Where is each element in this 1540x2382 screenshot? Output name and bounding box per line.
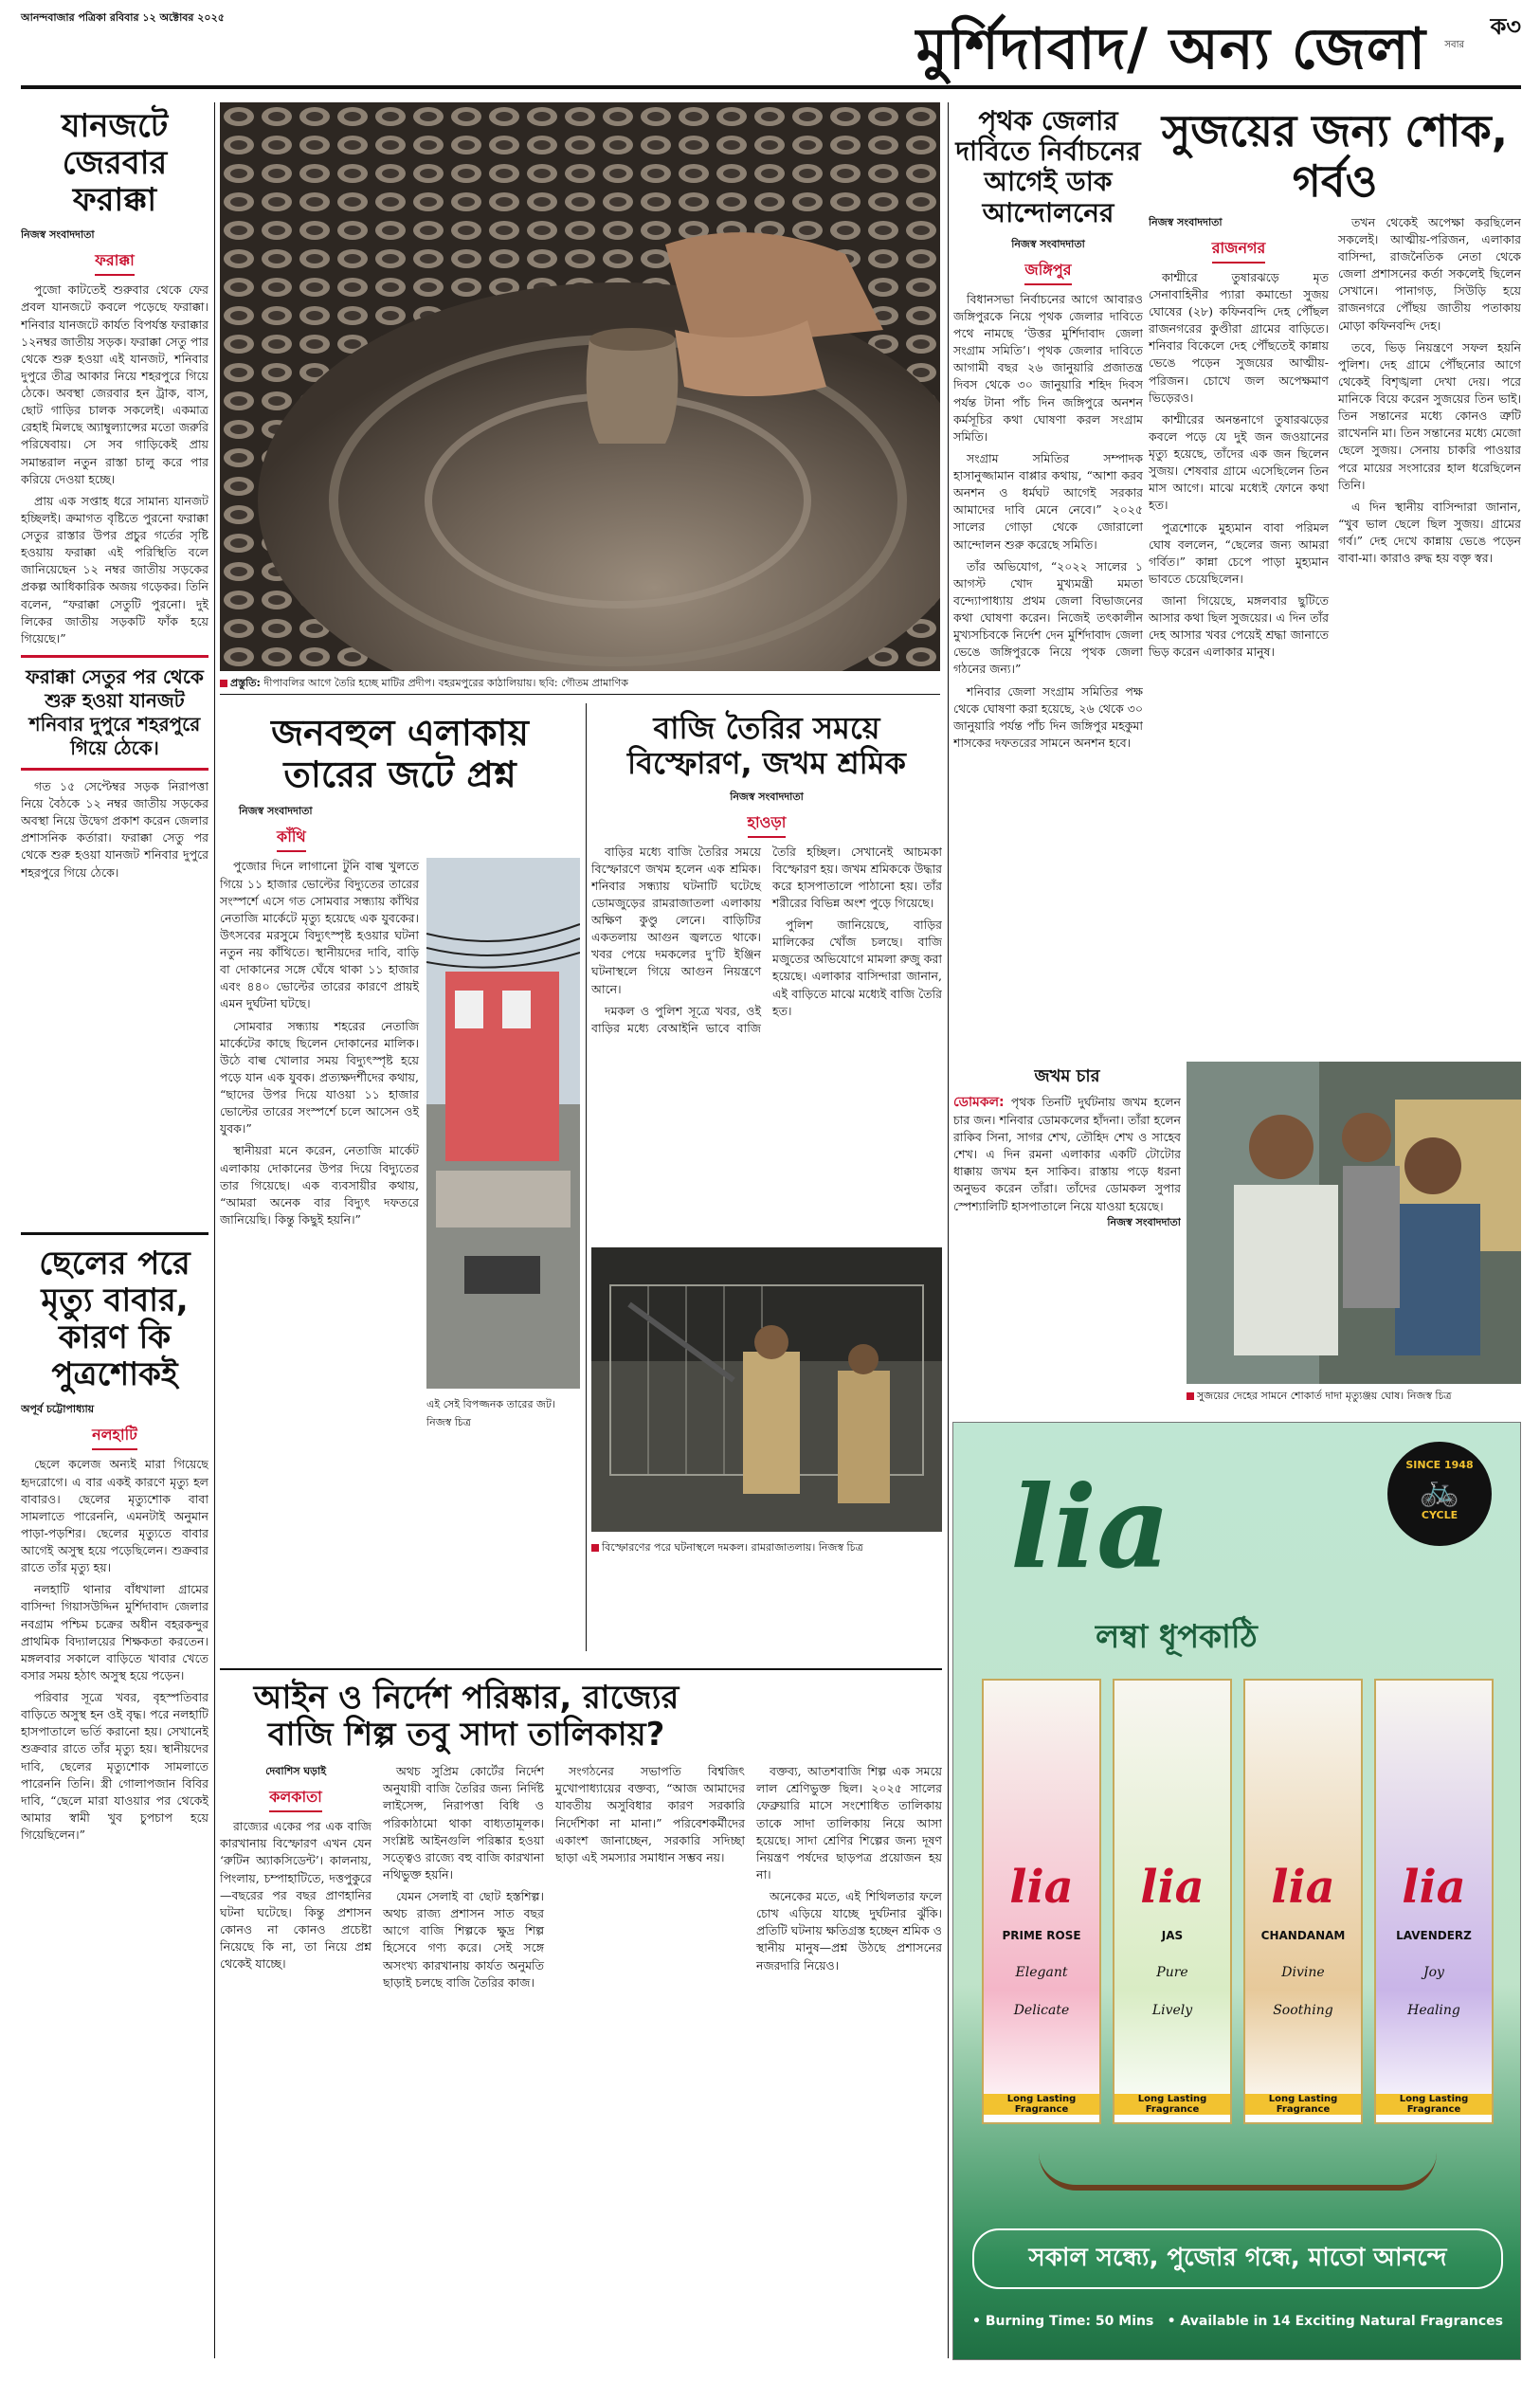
ad-pack <box>1243 1679 1363 2124</box>
story-sujay-paragraph: জানা গিয়েছে, মঙ্গলবার ছুটিতে আসার কথা ছিল সুজয়ের। এ দিন তাঁর দেহ আসার খবর পেয়েই শ্রদ্ধা জানাতে ভিড় করেন এলাকার মানুষ। <box>1149 593 1329 660</box>
story-sujay-paragraph: পুত্রশোকে মুহ্যমান বাবা পরিমল ঘোষ বললেন, “ছেলের জন্য আমরা গর্বিত।” কান্না চেপে পাড়া মুহ্যমান ভাবতে চেয়েছিলেন। <box>1149 519 1329 586</box>
ad-pack <box>1113 1679 1232 2124</box>
pack-line2: Lively <box>1151 2003 1193 2018</box>
story-injury-kicker: জখম চার <box>1034 1066 1100 1086</box>
story-district-headline: পৃথক জেলার দাবিতে নির্বাচনের আগেই ডাক আন্দোলনের <box>955 105 1141 228</box>
story-injury-place: ডোমকল: <box>953 1094 1005 1110</box>
badge-since: SINCE 1948 <box>1405 1459 1474 1471</box>
story-wires-headline: জনবহুল এলাকায় তারের জটে প্রশ্ন <box>271 712 529 795</box>
story-blast-byline: নিজস্ব সংবাদদাতা <box>730 790 804 803</box>
story-blast-paragraph: বাড়ির মধ্যে বাজি তৈরির সময়ে বিস্ফোরণে জখম হলেন এক শ্রমিক। শনিবার সন্ধ্যায় ঘটনাটি ঘটেছে ডোমজুড়ের রামরাজাতলা এলাকায় অক্ষিণ কুণ্ডু লেনে। বাড়িটির একতলায় আগুন জ্বলতে থাকে। খবর পেয়ে দমকলের দু’টি ইঞ্জিন ঘটনাস্থলে গিয়ে আগুন নিয়ন্ত্রণে আনে। <box>591 844 761 996</box>
story-son-paragraph: নলহাটি থানার বাঁধখালা গ্রামের বাসিন্দা গিয়াসউদ্দিন মুর্শিদাবাদ জেলার নবগ্রাম পশ্চিম চক্রের অধীন বহরকন্দুর প্রাথমিক বিদ্যালয়ের শিক্ষকতা করতেন। মঙ্গলবার সকালে বাড়িতে খাবার খেতে বসার সময় হঠাৎ অসুস্থ হয়ে পড়েন। <box>21 1582 208 1682</box>
story-sujay-paragraph: এ দিন স্থানীয় বাসিন্দারা জানান, “খুব ভাল ছেলে ছিল সুজয়। গ্রামের গর্ব।” দেহ দেখে কান্নায় ভেঙে পড়েন বাবা-মা। কারাও রুদ্ধ হয় বক্তৃ স্বর। <box>1338 499 1521 566</box>
fireworks-rule <box>220 1668 942 1670</box>
caption-marker <box>1187 1392 1194 1400</box>
blast-photo-caption-text: বিস্ফোরণের পরে ঘটনাস্থলে দমকল। রামরাজাতলায়। নিজস্ব চিত্র <box>602 1540 863 1554</box>
paper-date-line: আনন্দবাজার পত্রিকা রবিবার ১২ অক্টোবর ২০২৫ <box>21 11 225 24</box>
story-sujay-paragraph: কাশ্মীরের অনন্তনাগে তুষারঝড়ের কবলে পড়ে যে দুই জন জওয়ানের মৃত্যু হয়েছে, তাঁদের এক জন ছিলেন সুজয়। শেষবার গ্রামে এসেছিলেন তিন মাস আগে। মাঝে মধ্যেই ফোনে কথা হত। <box>1149 411 1329 513</box>
story-fireworks-paragraph: অনেকের মতে, এই শিথিলতার ফলে চোখ এড়িয়ে যাচ্ছে দুর্ঘটনার ঝুঁকি। প্রতিটি ঘটনায় ক্ষতিগ্রস্ত হচ্ছেন শ্রমিক ও স্থানীয় মানুষ—প্রশ্ন উঠছে প্রশাসনের নজরদারি নিয়েও। <box>756 1889 942 1973</box>
story-fireworks-paragraph: অথচ সুপ্রিম কোর্টের নির্দেশ অনুযায়ী বাজি তৈরির জন্য নির্দিষ্ট লাইসেন্স, নিরাপত্তা বিধি ও পরিকাঠামো থাকা বাধ্যতামূলক। সংশ্লিষ্ট আইনগুলি পরিষ্কার হওয়া সত্ত্বেও রাজ্যে বহু বাজি কারখানা নথিভুক্ত হয়নি। <box>383 1764 544 1882</box>
story-fireworks <box>220 1676 942 2358</box>
story-wires-byline: নিজস্ব সংবাদদাতা <box>239 805 313 818</box>
story-jam-place: ফরাক্কা <box>95 248 135 276</box>
story-blast-paragraph: পুলিশ জানিয়েছে, বাড়ির মালিকের খোঁজ চলছে। বাজি মজুতের অভিযোগে মামলা রুজু করা হয়েছে। এলাকার বাসিন্দারা জানান, এই বাড়িতে মাঝে মধ্যেই বাজি তৈরি হত। <box>772 918 942 1018</box>
mourning-photo-wrap <box>1187 1062 1521 1412</box>
cycle-badge <box>1387 1442 1492 1546</box>
story-district-paragraph: তাঁর অভিযোগ, “২০২২ সালের ১ আগস্ট খোদ মুখ্যমন্ত্রী মমতা বন্দ্যোপাধ্যায় প্রথম জেলা বিভাজনের কথা ঘোষণা করেন। নিজেই তৎকালীন মুখ্যসচিবকে নির্দেশ দেন মুর্শিদাবাদ জেলা ভেঙে জঙ্গিপুরকে নিয়ে পৃথক জেলা গঠনের জন্য।” <box>953 558 1143 677</box>
story-wires-paragraph: সোমবার সন্ধ্যায় শহরের নেতাজি মার্কেটের কাছে ছিলেন দোকানের মালিক। উঠে বাল্ব খোলার সময় বিদ্যুৎস্পৃষ্ট হয়ে পড়ে যান এক যুবক। প্রত্যক্ষদর্শীদের কথায়, “ছাদের উপর দিয়ে যাওয়া ১১ হাজার ভোল্টের তারের সংস্পর্শে চলে আসেন ওই যুবক।” <box>220 1018 419 1136</box>
wires-photo <box>426 858 580 1389</box>
story-fireworks-paragraph: সংগঠনের সভাপতি বিশ্বজিৎ মুখোপাধ্যায়ের বক্তব্য, “আজ আমাদের যাবতীয় অসুবিধার কারণ সরকারি নির্দেশিকা না মানা।” পরিবেশকর্মীদের একাংশ জানাচ্ছেন, সরকারি সদিচ্ছা ছাড়া এই সমস্যার সমাধান সম্ভব নয়। <box>555 1764 745 1864</box>
story-jam-body <box>21 282 208 881</box>
ad-burning-time: • Burning Time: 50 Mins <box>972 2314 1154 2329</box>
pottery-photo <box>220 102 940 671</box>
story-sujay-paragraph: তখন থেকেই অপেক্ষা করছিলেন সকলেই। আত্মীয়-পরিজন, এলাকার বাসিন্দা, রাজনৈতিক নেতা থেকে জেলা প্রশাসনের কর্তা সকলেই ছিলেন সেখানে। পানাগড়, সিউড়ি হয়ে রাজনগরে পৌঁছয় জাতীয় পতাকায় মোড়া কফিনবন্দি দেহ। <box>1338 214 1521 333</box>
pack-name: LAVENDERZ <box>1396 1929 1472 1942</box>
ad-pack <box>982 1679 1101 2124</box>
pack-brand: lia <box>1140 1861 1205 1914</box>
ad-fragrances-text: Available in 14 Exciting Natural Fragrances <box>1180 2314 1503 2329</box>
story-fireworks-place: কলকাতা <box>269 1785 322 1812</box>
story-jam-byline: নিজস্ব সংবাদদাতা <box>21 228 95 242</box>
pack-line1: Pure <box>1156 1965 1188 1980</box>
ad-pack <box>1374 1679 1494 2124</box>
story-jam-paragraph: পুজো কাটতেই শুরুবার থেকে ফের প্রবল যানজটে কবলে পড়েছে ফরাক্কা। শনিবার যানজটে কার্যত বিপর্যস্ত ফরাক্কার ১২নম্বর জাতীয় সড়ক। ফরাক্কা সেতু পার থেকে শুরু হওয়া এই যানজট, শনিবার দুপুরে তীব্র আকার নিয়ে শহরপুরে গিয়ে ঠেকে। অবস্থা জেরবার হন ট্রাক, বাস, ছোট গাড়ির চালক সকলেই। একমাত্র রেহাই মিলছে অ্যাম্বুল্যান্সের মতো জরুরি পরিষেবায়। সে সব গাড়িকেই প্রায় সমান্তরাল নতুন রাস্তা চালু করে পার করিয়ে দেওয়া হচ্ছে। <box>21 282 208 486</box>
pottery-caption-label: প্রস্তুতি: <box>230 677 261 689</box>
story-blast <box>591 703 942 1651</box>
story-wires-paragraph: পুজোর দিনে লাগানো টুনি বাল্ব খুলতে গিয়ে ১১ হাজার ভোল্টের বিদ্যুতের তারের সংস্পর্শে এসে গত সোমবার সন্ধ্যায় কাঁথির নেতাজি মার্কেটে মৃত্যু হয়েছে এক যুবকের। উৎসবের মরসুমে বিদ্যুৎস্পৃষ্ট হওয়ার ঘটনা নতুন নয় কাঁথিতে। স্থানীয়দের দাবি, বাড়ি বা দোকানের সঙ্গে ঘেঁষে থাকা ১১ হাজার এবং ৪৪০ ভোল্টের তারের কারণে প্রায়ই এমন দুর্ঘটনা ঘটছে। <box>220 859 419 1011</box>
pack-line1: Joy <box>1423 1965 1444 1980</box>
pack-brand: lia <box>1009 1861 1074 1914</box>
column-rule <box>948 102 949 2358</box>
pack-line2: Healing <box>1407 2003 1460 2018</box>
ad-burning-time-text: Burning Time: 50 Mins <box>985 2314 1154 2329</box>
story-son <box>21 1242 208 2360</box>
story-district-paragraph: সংগ্রাম সমিতির সম্পাদক হাসানুজ্জামান বাপ্পার কথায়, “আশা করব অনশন ও ধর্মঘট আগেই সরকার আমাদের দাবি মেনে নেবে।” ২০২৫ সালের গোড়া থেকে জোরালো আন্দোলন শুরু করেছে সমিতি। <box>953 450 1143 552</box>
story-blast-headline: বাজি তৈরির সময়ে বিস্ফোরণ, জখম শ্রমিক <box>627 710 906 781</box>
story-fireworks-paragraph: যেমন সেলাই বা ছোট হস্তশিল্প। অথচ রাজ্য প্রশাসন সাত বছর আগে বাজি শিল্পকে ক্ষুদ্র শিল্প হিসেবে গণ্য করে। সেই সঙ্গে অসংখ্য কারখানায় কার্যত অনুমতি ছাড়াই চলছে বাজি তৈরির কাজ। <box>383 1889 544 1990</box>
story-injury-text: পৃথক তিনটি দুর্ঘটনায় জখম হলেন চার জন। শনিবার ডোমকলের হাঁদনা। তাঁরা হলেন রাকিব সিনা, সাগর শেখ, তৌহিদ শেখ ও সাহেব শেখ। এ দিন রমনা এলাকার একটি টোটোর ধাক্কায় জখম হন সাকিব। রাস্তায় পড়ে ধরনা অনুভব করেন তাঁরা। তাঁদের ডোমকল সুপার স্পেশ্যালিটি হাসপাতালে নিয়ে যাওয়া হয়েছে। <box>953 1094 1181 1213</box>
story-jam-paragraph: প্রায় এক সপ্তাহ ধরে সামান্য যানজট হচ্ছিলই। ক্রমাগত বৃষ্টিতে পুরনো ফরাক্কা সেতুর রাস্তার উপর প্রচুর গর্তের সৃষ্টি হওয়ায় ফরাক্কা এই পরিস্থিতি বলে জানিয়েছেন ১২ নম্বর জাতীয় সড়কের প্রকল্প আধিকারিক অজয় গড়েকর। তিনি বলেন, “ফরাক্কা সেতুটি পুরনো। দুই লিকের জাতীয় সড়কটি ফাঁক হয়ে গিয়েছে।” <box>21 493 208 646</box>
story-jam-headline: যানজটে জেরবার ফরাক্কা <box>61 107 169 220</box>
incense-stick <box>1039 2153 1437 2191</box>
story-jam-paragraph: গত ১৫ সেপ্টেম্বর সড়ক নিরাপত্তা নিয়ে বৈঠকে ১২ নম্বর জাতীয় সড়কের অবস্থা নিয়ে উদ্বেগ প্রকাশ করেন জেলার প্রশাসনিক কর্তারা। ফরাক্কা সেতু পর থেকে শুরু হওয়া যানজট শনিবার দুপুরে শহরপুরে গিয়ে ঠেকে। <box>21 778 208 880</box>
pottery-rule <box>220 694 940 695</box>
column-rule <box>586 703 587 1651</box>
column-rule <box>214 102 215 2358</box>
pack-name: JAS <box>1161 1929 1184 1942</box>
left-divider <box>21 1232 208 1235</box>
story-wires-paragraph: স্থানীয়রা মনে করেন, নেতাজি মার্কেট এলাকায় দোকানের উপর দিয়ে বিদ্যুতের তার গিয়েছে। এক ব্যবসায়ীর কথায়, “আমরা অনেক বার বিদ্যুৎ দফতরে জানিয়েছি। কিন্তু কিছুই হয়নি।” <box>220 1143 419 1227</box>
story-son-headline: ছেলের পরে মৃত্যু বাবার, কারণ কি পুত্রশোকই <box>39 1245 190 1394</box>
story-injury-credit: নিজস্ব সংবাদদাতা <box>1107 1215 1181 1228</box>
story-fireworks-byline: দেবাশিস ঘড়াই <box>265 1765 326 1778</box>
caption-marker <box>220 680 227 687</box>
mourning-caption <box>1187 1388 1521 1406</box>
mourning-photo <box>1187 1062 1521 1384</box>
wires-photo-caption: এই সেই বিপজ্জনক তারের জট। নিজস্ব চিত্র <box>426 1398 555 1429</box>
story-wires-place: কাঁথি <box>277 825 306 852</box>
story-sujay <box>1149 102 1521 1050</box>
story-injury-brief <box>953 1062 1181 1403</box>
pack-name: PRIME ROSE <box>1002 1929 1081 1942</box>
badge-cycle: CYCLE <box>1421 1509 1458 1521</box>
pack-strip: Long Lasting Fragrance <box>984 2094 1099 2115</box>
pack-line2: Delicate <box>1013 2003 1070 2018</box>
story-sujay-place: রাজনগর <box>1212 236 1266 264</box>
story-blast-place: হাওড়া <box>748 810 787 838</box>
story-fireworks-paragraph: রাজ্যের একের পর এক বাজি কারখানায় বিস্ফোরণ এখন যেন ‘রুটিন অ্যাকসিডেন্ট’। কালনায়, পিংলায়, চম্পাহাটিতে, দত্তপুকুরে—বছরের পর বছর প্রাণহানির ঘটনা ঘটেছে। কিন্তু প্রশাসন কোনও না কোনও প্রচেষ্টা নিয়েছে কি না, তা নিয়ে প্রশ্ন থেকেই যাচ্ছে। <box>220 1819 371 1972</box>
pack-strip: Long Lasting Fragrance <box>1376 2094 1492 2115</box>
pottery-caption <box>220 675 940 693</box>
story-sujay-paragraph: তবে, ভিড় নিয়ন্ত্রণে সফল হয়নি পুলিশ। দেহ গ্রামে পৌঁছনোর আগে থেকেই বিশৃঙ্খলা দেখা দেয়। পরে মানিকে বিয়ে করেন সুজয়ের তিন ভাই। তিন সন্তানের মধ্যে কোনও ত্রুটি রাখেননি মা। তিন সন্তানের মধ্যে মেজো ছেলে সুজয়। সেনায় চাকরি পাওয়ার পরে মায়ের সংসারের হাল ধরেছিলেন তিনি। <box>1338 339 1521 492</box>
story-sujay-byline: নিজস্ব সংবাদদাতা <box>1149 215 1223 228</box>
story-son-paragraph: ছেলে কলেজ অন্যই মারা গিয়েছে হৃদরোগে। এ বার একই কারণে মৃত্যু হল বাবারও। ছেলের মৃত্যুশোক বাবা সামলাতে পারেননি, এমনটাই অনুমান পাড়া-পড়শির। ছেলের মৃত্যুতে বাবার আগেই অসুস্থ হয়ে পড়েছিলেন। শুক্রবার রাতে তাঁর মৃত্যু হয়। <box>21 1457 208 1575</box>
pack-brand: lia <box>1402 1861 1466 1914</box>
blast-photo <box>591 1247 942 1532</box>
lia-advertisement <box>952 1422 1521 2360</box>
pack-line1: Divine <box>1281 1965 1325 1980</box>
story-blast-paragraph: দমকল ও পুলিশ সূত্রে খবর, ওই বাড়ির মধ্যে বেআইনি ভাবে বাজি তৈরি হচ্ছিল। সেখানেই আচমকা বিস্ফোরণ হয়। জখম শ্রমিককে উদ্ধার করে হাসপাতালে পাঠানো হয়। তাঁর শরীরের বিভিন্ন অংশ পুড়ে গিয়েছে। <box>591 844 942 1035</box>
blast-photo-caption <box>591 1539 942 1557</box>
story-district <box>953 102 1143 1098</box>
story-jam-pullquote: ফরাক্কা সেতুর পর থেকে শুরু হওয়া যানজট শনিবার দুপুরে শহরপুরে গিয়ে ঠেকে। <box>21 655 208 771</box>
ad-bengali-line: সকাল সন্ধ্যে, পুজোর গন্ধে, মাতো আনন্দে <box>972 2228 1503 2289</box>
ad-footer <box>972 2314 1503 2329</box>
page-number: ক৩ <box>1490 13 1521 40</box>
story-district-paragraph: বিধানসভা নির্বাচনের আগে আবারও জঙ্গিপুরকে নিয়ে পৃথক জেলার দাবিতে পথে নামছে ‘উত্তর মুর্শিদাবাদ জেলা সংগ্রাম সমিতি’। পৃথক জেলার দাবিতে আগামী বছর ২৬ জানুয়ারি প্রজাতন্ত্র দিবস থেকে ৩০ জানুয়ারি শহিদ দিবস পর্যন্ত টানা পাঁচ দিন জঙ্গিপুরে অনশন কর্মসূচির কথা ঘোষণা করল সংগ্রাম সমিতি। <box>953 291 1143 444</box>
section-title: মুর্শিদাবাদ/ অন্য জেলা <box>915 16 1426 82</box>
story-district-byline: নিজস্ব সংবাদদাতা <box>1011 237 1085 250</box>
pack-strip: Long Lasting Fragrance <box>1245 2094 1361 2115</box>
story-son-byline: অপূর্ব চট্টোপাধ্যায় <box>21 1403 95 1416</box>
story-fireworks-paragraph: বক্তব্য, আতশবাজি শিল্প এক সময়ে লাল শ্রেণিভুক্ত ছিল। ২০২৫ সালের ফেব্রুয়ারি মাসে সংশোধিত তালিকায় তাকে সাদা তালিকায় নিয়ে আসা হয়েছে। সাদা শ্রেণির শিল্পের জন্য দূষণ নিয়ন্ত্রণ পর্ষদের ছাড়পত্র প্রয়োজন হয় না। <box>756 1764 942 1882</box>
ad-brand: lia <box>1010 1461 1170 1594</box>
pottery-wheel-image <box>220 102 940 671</box>
pottery-caption-text: দীপাবলির আগে তৈরি হচ্ছে মাটির প্রদীপ। বহরমপুরের কাঠালিয়ায়। ছবি: গৌতম প্রামাণিক <box>263 677 628 689</box>
story-son-paragraph: পরিবার সূত্রে খবর, বৃহস্পতিবার বাড়িতে অসুস্থ হন ওই বৃদ্ধ। পরে নলহাটি হাসপাতালে ভর্তি করানো হয়। সেখানেই শুক্রবার রাতে তাঁর মৃত্যু হয়। স্থানীয়দের দাবি, ছেলের মৃত্যুশোক সামলাতে পারেননি তিনি। স্ত্রী গোলাপজান বিবির দাবি, “ছেলে মারা যাওয়ার পর থেকেই আমার স্বামী খুব চুপচাপ হয়ে গিয়েছিলেন।” <box>21 1690 208 1842</box>
pack-line2: Soothing <box>1273 2003 1333 2018</box>
pack-brand: lia <box>1271 1861 1335 1914</box>
mourning-caption-text: সুজয়ের দেহের সামনে শোকার্ত দাদা মৃত্যুঞ্জয় ঘোষ। নিজস্ব চিত্র <box>1197 1390 1452 1402</box>
story-district-place: জঙ্গিপুর <box>1024 258 1071 285</box>
story-district-paragraph: শনিবার জেলা সংগ্রাম সমিতির পক্ষ থেকে ঘোষণা করা হয়েছে, ২৬ থেকে ৩০ জানুয়ারি পর্যন্ত পাঁচ দিন জঙ্গিপুর মহকুমা শাসকের দফতরের সামনে অনশন হবে। <box>953 683 1143 750</box>
story-son-place: নলহাটি <box>92 1423 137 1450</box>
ad-tagline: লম্বা ধূপকাঠি <box>1096 1618 1258 1656</box>
story-sujay-paragraph: কাশ্মীরে তুষারঝড়ে মৃত সেনাবাহিনীর প্যারা কমান্ডো সুজয় ঘোষের (২৮) কফিনবন্দি দেহ পৌঁছল রাজনগরের কুণ্ডীরা গ্রামের বাড়িতে। শনিবার বিকেলে দেহ পৌঁছতেই কান্নায় ভেঙে পড়েন সুজয়ের আত্মীয়-পরিজন। চোখে জল অপেক্ষমাণ ভিড়েরও। <box>1149 269 1329 405</box>
masthead-rule <box>21 85 1521 89</box>
story-fireworks-headline: আইন ও নির্দেশ পরিষ্কার, রাজ্যের বাজি শিল্প তবু সাদা তালিকায়? <box>253 1679 679 1755</box>
story-wires <box>220 703 580 1670</box>
story-sujay-headline: সুজয়ের জন্য শোক, গর্বও <box>1161 105 1509 207</box>
section-small: সবার <box>1444 40 1464 50</box>
bicycle-icon: 🚲 <box>1419 1471 1460 1509</box>
pack-name: CHANDANAM <box>1260 1929 1346 1942</box>
ad-packs <box>982 1679 1494 2124</box>
ad-fragrances: • Available in 14 Exciting Natural Fragrances <box>1167 2314 1503 2329</box>
pack-line1: Elegant <box>1015 1965 1068 1980</box>
caption-marker <box>591 1544 599 1552</box>
pack-strip: Long Lasting Fragrance <box>1114 2094 1230 2115</box>
story-jam <box>21 102 208 1297</box>
